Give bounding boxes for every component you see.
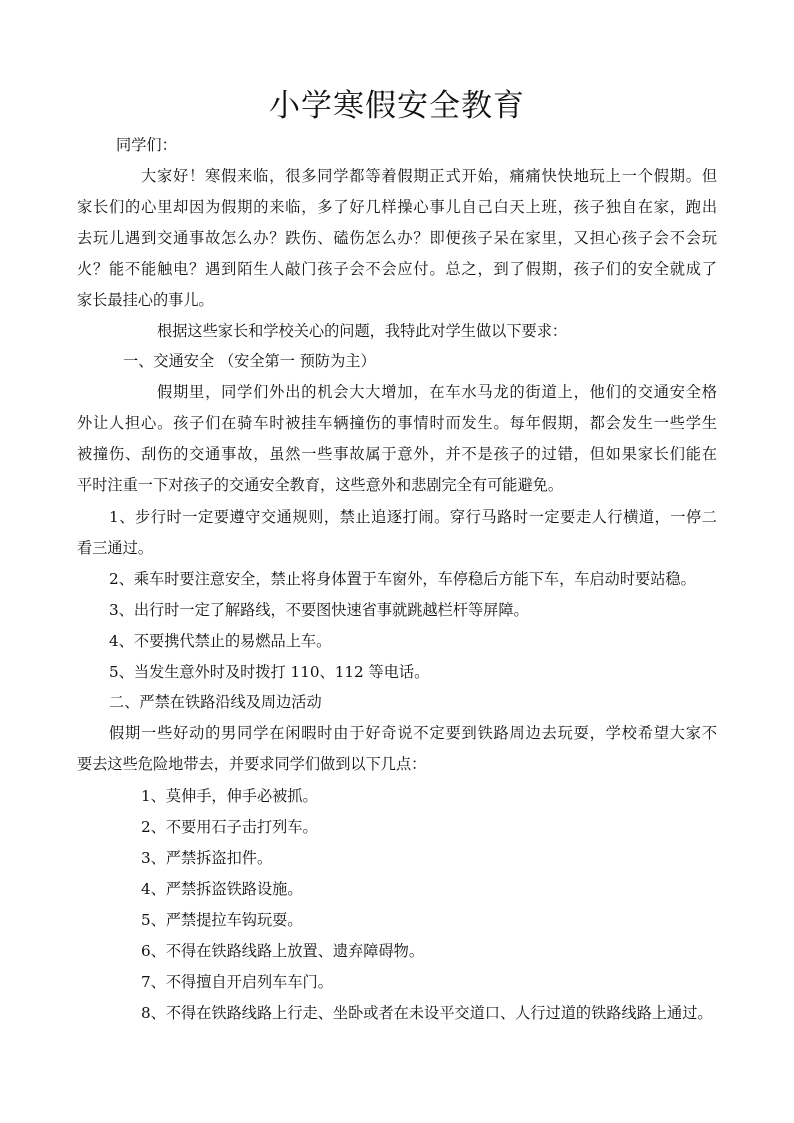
section1-item-2: 2、乘车时要注意安全，禁止将身体置于车窗外，车停稳后方能下车，车启动时要站稳。	[109, 570, 696, 588]
section1-heading: 一、交通安全 （安全第一 预防为主）	[123, 352, 376, 370]
intro-line-3: 去玩儿遇到交通事故怎么办？跌伤、磕伤怎么办？即便孩子呆在家里，又担心孩子会不会玩	[77, 229, 717, 247]
section1-item-3: 3、出行时一定了解路线，不要图快速省事就跳越栏杆等屏障。	[109, 601, 529, 619]
section2-item-7: 7、不得擅自开启列车车门。	[141, 973, 333, 991]
section1-para-line-4: 平时注重一下对孩子的交通安全教育，这些意外和悲剧完全有可能避免。	[77, 476, 563, 494]
section2-item-6: 6、不得在铁路线路上放置、遗弃障碍物。	[141, 942, 425, 960]
section2-item-4: 4、严禁拆盗铁路设施。	[141, 880, 303, 898]
section2-heading: 二、严禁在铁路沿线及周边活动	[109, 693, 322, 711]
intro-line-1: 大家好！寒假来临，很多同学都等着假期正式开始，痛痛快快地玩上一个假期。但	[141, 167, 717, 185]
section1-item-1-line-2: 看三通过。	[77, 539, 153, 557]
greeting: 同学们：	[116, 136, 177, 154]
section2-para-line-2: 要去这些危险地带去，并要求同学们做到以下几点：	[77, 755, 427, 773]
section1-item-1-line-1: 1、步行时一定要遵守交通规则，禁止追逐打闹。穿行马路时一定要走人行横道，一停二	[109, 508, 717, 526]
intro-line-4: 火？能不能触电？遇到陌生人敲门孩子会不会应付。总之，到了假期，孩子们的安全就成了	[77, 260, 717, 278]
section1-para-line-2: 外让人担心。孩子们在骑车时被挂车辆撞伤的事情时而发生。每年假期，都会发生一些学生	[77, 414, 717, 432]
section1-para-line-3: 被撞伤、刮伤的交通事故，虽然一些事故属于意外，并不是孩子的过错，但如果家长们能在	[77, 445, 717, 463]
section1-item-4: 4、不要携代禁止的易燃品上车。	[109, 632, 332, 650]
requirements-intro: 根据这些家长和学校关心的问题，我特此对学生做以下要求：	[157, 322, 568, 340]
intro-line-2: 家长们的心里却因为假期的来临，多了好几样操心事儿自己白天上班，孩子独自在家，跑出	[77, 198, 717, 216]
page-title: 小学寒假安全教育	[269, 88, 525, 124]
section2-para-line-1: 假期一些好动的男同学在闲暇时由于好奇说不定要到铁路周边去玩耍，学校希望大家不	[109, 724, 717, 742]
section1-item-5: 5、当发生意外时及时拨打 110、112 等电话。	[109, 663, 430, 681]
section2-item-1: 1、莫伸手，伸手必被抓。	[141, 787, 318, 805]
intro-line-5: 家长最挂心的事儿。	[77, 291, 214, 309]
section1-para-line-1: 假期里，同学们外出的机会大大增加，在车水马龙的街道上，他们的交通安全格	[157, 383, 717, 401]
section2-item-2: 2、不要用石子击打列车。	[141, 818, 318, 836]
section2-item-5: 5、严禁提拉车钩玩耍。	[141, 911, 303, 929]
section2-item-8: 8、不得在铁路线路上行走、坐卧或者在未设平交道口、人行过道的铁路线路上通过。	[141, 1004, 713, 1022]
section2-item-3: 3、严禁拆盗扣件。	[141, 849, 273, 867]
